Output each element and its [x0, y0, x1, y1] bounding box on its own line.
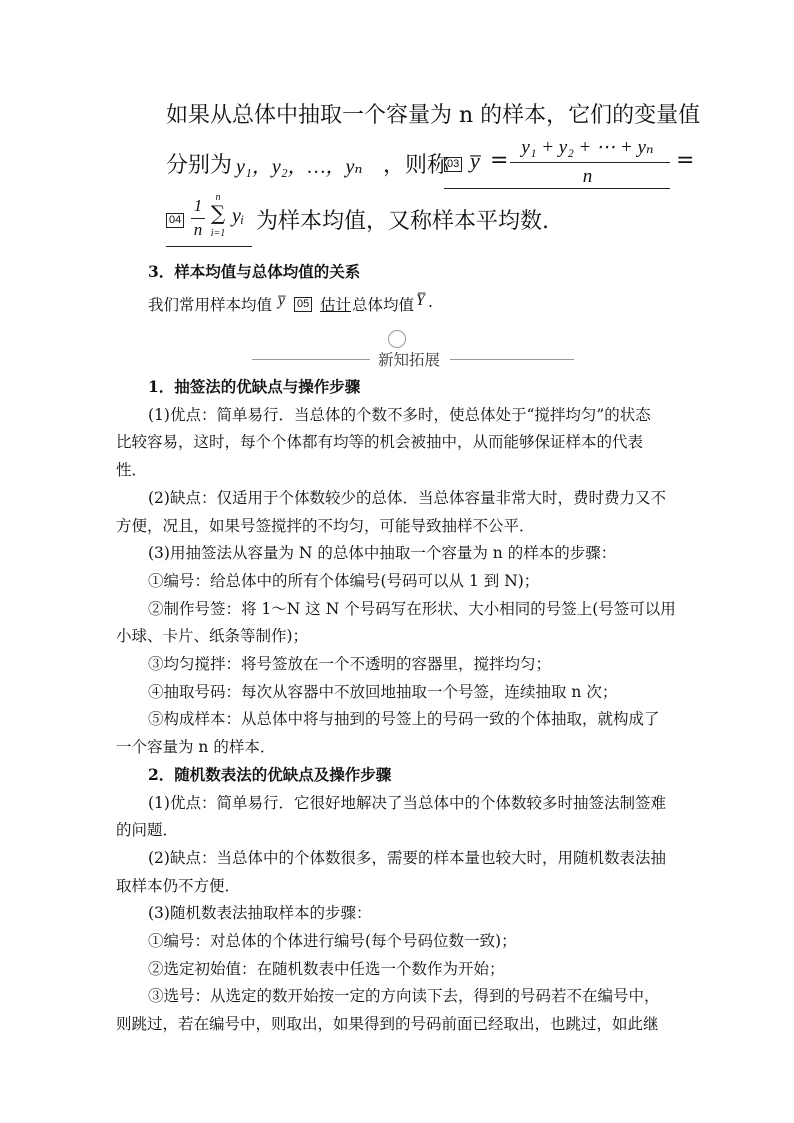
equals-sign-end: =: [676, 148, 695, 173]
body-line: ①编号：给总体中的所有个体编号(号码可以从 1 到 N)；: [148, 572, 540, 590]
body-line: 1．抽签法的优缺点与操作步骤: [148, 377, 361, 396]
sum-term: yᵢ: [232, 205, 245, 227]
body-line: 的问题．: [116, 821, 179, 839]
sum-upper: n: [215, 192, 221, 203]
body-line: (2)缺点：当总体中的个体数很多，需要的样本量也较大时，用随机数表法抽: [148, 849, 666, 867]
answer-underline-03: [444, 188, 670, 189]
answer-box-04: 04: [166, 210, 187, 229]
body-line: 一个容量为 n 的样本．: [116, 738, 276, 756]
banner-title: 新知拓展: [378, 351, 441, 369]
answer-underline-04: [166, 246, 252, 247]
body-line: 则跳过，若在编号中，则取出，如果得到的号码前面已经取出，也跳过，如此继: [116, 1015, 659, 1033]
section3-ybar: y̅: [278, 292, 285, 309]
para1-line2-mid: ，则称: [383, 153, 450, 178]
fraction-denominator: n: [582, 166, 593, 187]
body-line: ③选号：从选定的数开始按一定的方向读下去，得到的号码若不在编号中，: [148, 987, 660, 1005]
para1-line2-prefix: 分别为: [166, 153, 233, 178]
sample-values: y₁，y₂，…，yₙ: [236, 156, 363, 178]
body-line: (1)优点：简单易行．它很好地解决了当总体中的个体数较多时抽签法制签难: [148, 794, 666, 812]
answer-box-03: 03: [444, 154, 465, 173]
section3-estimate: 估计: [320, 296, 352, 314]
leaf-icon: [388, 330, 406, 348]
section3-Ybar: Y̅: [416, 292, 425, 309]
section3-text-post: 总体均值: [352, 296, 415, 314]
body-line: (3)随机数表法抽取样本的步骤：: [148, 904, 372, 922]
body-line: (2)缺点：仅适用于个体数较少的总体．当总体容量非常大时，费时费力又不: [148, 489, 666, 507]
fraction-bar: [510, 162, 670, 163]
fraction-numerator: y₁ + y₂ + ⋯ + yₙ: [521, 137, 654, 158]
section3-text-pre: 我们常用样本均值: [148, 296, 273, 314]
body-line: 性．: [116, 461, 148, 479]
body-line: 比较容易，这时，每个个体都有均等的机会被抽中，从而能够保证样本的代表: [116, 433, 644, 451]
body-line: ①编号：对总体的个体进行编号(每个号码位数一致)；: [148, 932, 517, 950]
body-line: ②制作号签：将 1～N 这 N 个号码写在形状、大小相同的号签上(号签可以用: [148, 600, 676, 618]
body-line: (3)用抽签法从容量为 N 的总体中抽取一个容量为 n 的样本的步骤：: [148, 544, 617, 562]
one-over-n-num: 1: [193, 196, 203, 215]
body-line: ③均匀搅拌：将号签放在一个不透明的容器里，搅拌均匀；: [148, 655, 552, 673]
body-line: 方便，况且，如果号签搅拌的不均匀，可能导致抽样不公平．: [116, 517, 535, 535]
answer-box-05: 05: [294, 294, 315, 313]
body-line: ⑤构成样本：从总体中将与抽到的号签上的号码一致的个体抽取，就构成了: [148, 710, 660, 728]
para1-line1: 如果从总体中抽取一个容量为 n 的样本，它们的变量值: [166, 103, 701, 128]
section3-end: .: [428, 293, 433, 311]
body-line: ②选定初始值：在随机数表中任选一个数作为开始；: [148, 960, 505, 978]
ybar-symbol: y̅: [470, 148, 480, 173]
one-over-n-bar: [191, 218, 205, 219]
equals-sign: =: [490, 148, 509, 173]
body-line: 小球、卡片、纸条等制作)；: [116, 627, 309, 645]
sum-lower: i=1: [210, 228, 226, 239]
section3-heading: 3．样本均值与总体均值的关系: [148, 262, 361, 281]
body-line: ④抽取号码：每次从容器中不放回地抽取一个号签，连续抽取 n 次；: [148, 683, 618, 701]
body-line: 2．随机数表法的优缺点及操作步骤: [148, 765, 392, 784]
para1-line3-tail: 为样本均值，又称样本平均数.: [256, 209, 549, 234]
sum-sign: ∑: [210, 201, 226, 225]
banner-rule-left: [252, 359, 370, 360]
one-over-n-den: n: [193, 220, 203, 239]
body-line: (1)优点：简单易行．当总体的个数不多时，使总体处于“搅拌均匀”的状态: [148, 406, 651, 424]
body-line: 取样本仍不方便．: [116, 877, 241, 895]
banner-rule-right: [450, 359, 574, 360]
